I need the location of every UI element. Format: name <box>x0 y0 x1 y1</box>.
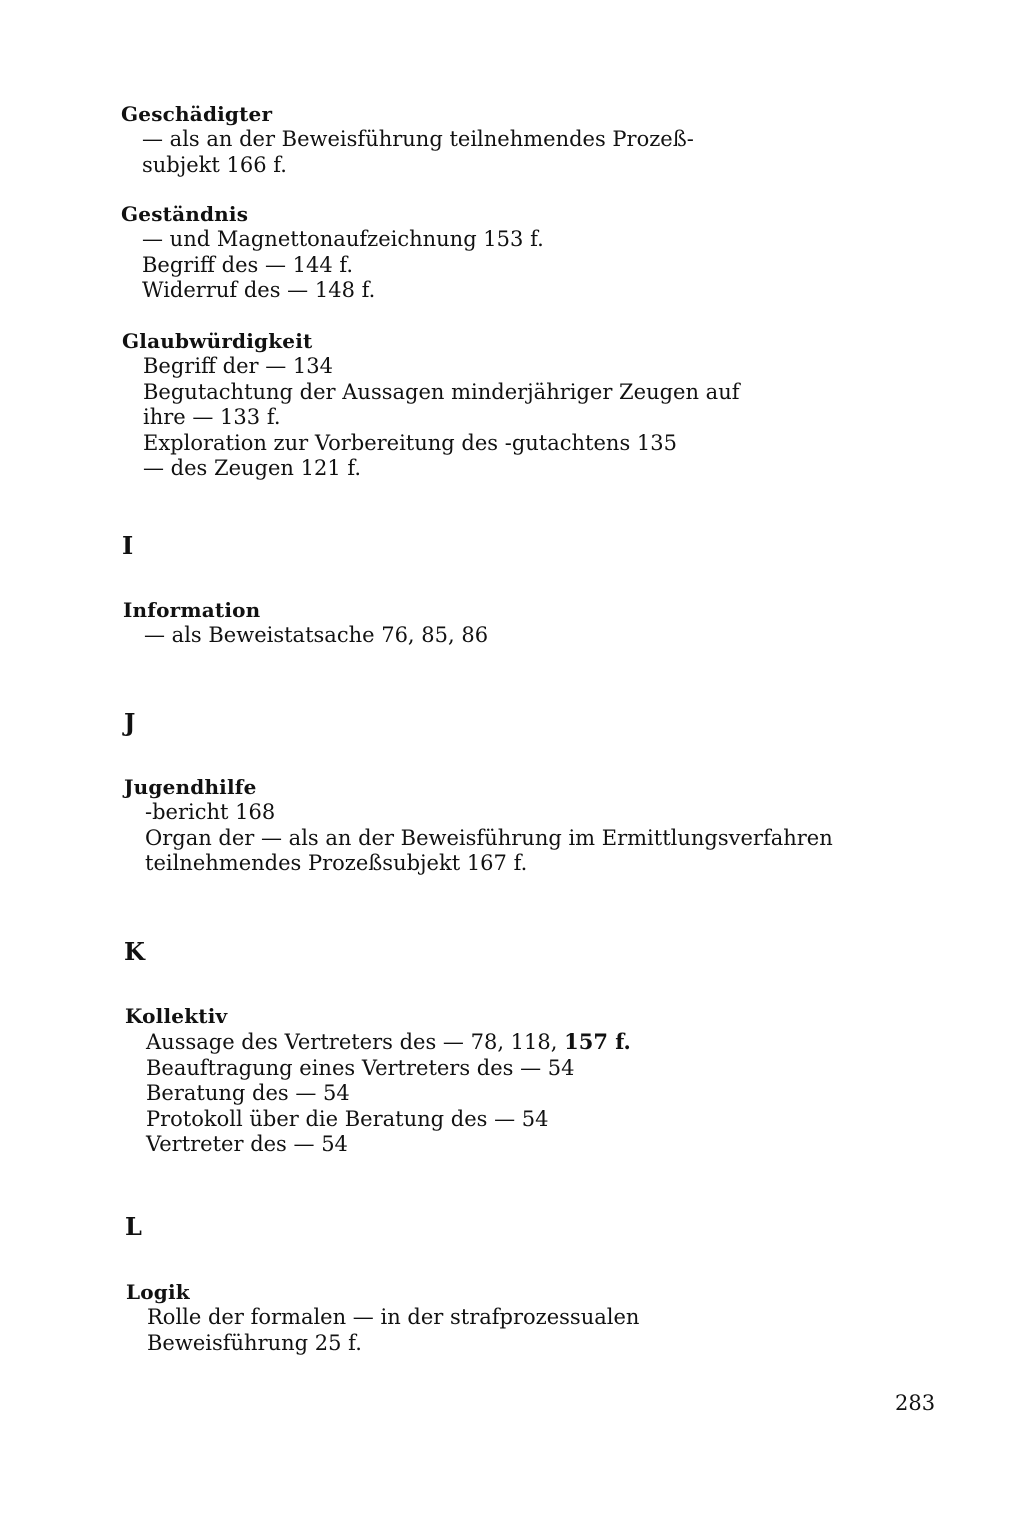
index-subentry: Beauftragung eines Vertreters des — 54 <box>146 1055 575 1080</box>
index-subentry: — als Beweistatsache 76, 85, 86 <box>144 623 489 647</box>
index-subentry: Rolle der formalen — in der strafprozessualen <box>147 1305 640 1329</box>
index-subentry: Vertreter des — 54 <box>146 1132 348 1156</box>
index-entry-kollektiv <box>125 1003 631 1158</box>
index-term: Glaubwürdigkeit <box>122 329 313 353</box>
index-term: Information <box>123 598 261 622</box>
index-subentry: Beratung des — 54 <box>146 1081 350 1105</box>
index-entry-gestaendnis <box>121 201 544 304</box>
index-entry-geschaedigter <box>121 101 694 178</box>
index-term: Jugendhilfe <box>124 775 257 799</box>
index-subentry: subjekt 166 f. <box>142 152 287 177</box>
index-term: Kollektiv <box>125 1004 228 1028</box>
index-term: Logik <box>126 1280 190 1304</box>
section-letter-k: K <box>124 937 145 966</box>
index-subentry: — des Zeugen 121 f. <box>143 456 362 480</box>
index-bold-reference: 157 f. <box>564 1029 631 1054</box>
index-subentry: teilnehmendes Prozeßsubjekt 167 f. <box>145 851 528 875</box>
index-subentry: Beweisführung 25 f. <box>147 1330 362 1355</box>
index-entry-information <box>123 597 488 649</box>
index-subentry-text: Aussage des Vertreters des — 78, 118, <box>146 1030 558 1054</box>
index-subentry: — als an der Beweisführung teilnehmendes Prozeß- <box>142 127 694 151</box>
index-entry-jugendhilfe <box>124 774 833 877</box>
section-letter-i: I <box>122 531 134 560</box>
index-subentry: ihre — 133 f. <box>143 405 281 429</box>
index-subentry: Begriff der — 134 <box>143 354 333 378</box>
index-term: Geständnis <box>121 202 249 226</box>
index-term: Geschädigter <box>121 102 273 126</box>
index-subentry: -bericht 168 <box>145 800 276 824</box>
index-subentry: — und Magnettonaufzeichnung 153 f. <box>142 227 544 251</box>
index-subentry: Organ der — als an der Beweisführung im Ermittlungsverfahren <box>145 825 833 850</box>
index-entry-glaubwuerdigkeit <box>122 328 740 482</box>
index-subentry: Widerruf des — 148 f. <box>142 278 376 302</box>
index-subentry: Begutachtung der Aussagen minderjähriger Zeugen auf <box>143 379 740 404</box>
index-subentry: Protokoll über die Beratung des — 54 <box>146 1106 549 1131</box>
section-letter-l: L <box>125 1212 142 1241</box>
index-subentry <box>146 1029 631 1056</box>
section-letter-j: J <box>124 708 136 737</box>
index-subentry: Exploration zur Vorbereitung des -gutachtens 135 <box>143 430 677 455</box>
page-number: 283 <box>895 1391 936 1415</box>
index-subentry: Begriff des — 144 f. <box>142 252 354 277</box>
index-entry-logik <box>126 1279 639 1356</box>
